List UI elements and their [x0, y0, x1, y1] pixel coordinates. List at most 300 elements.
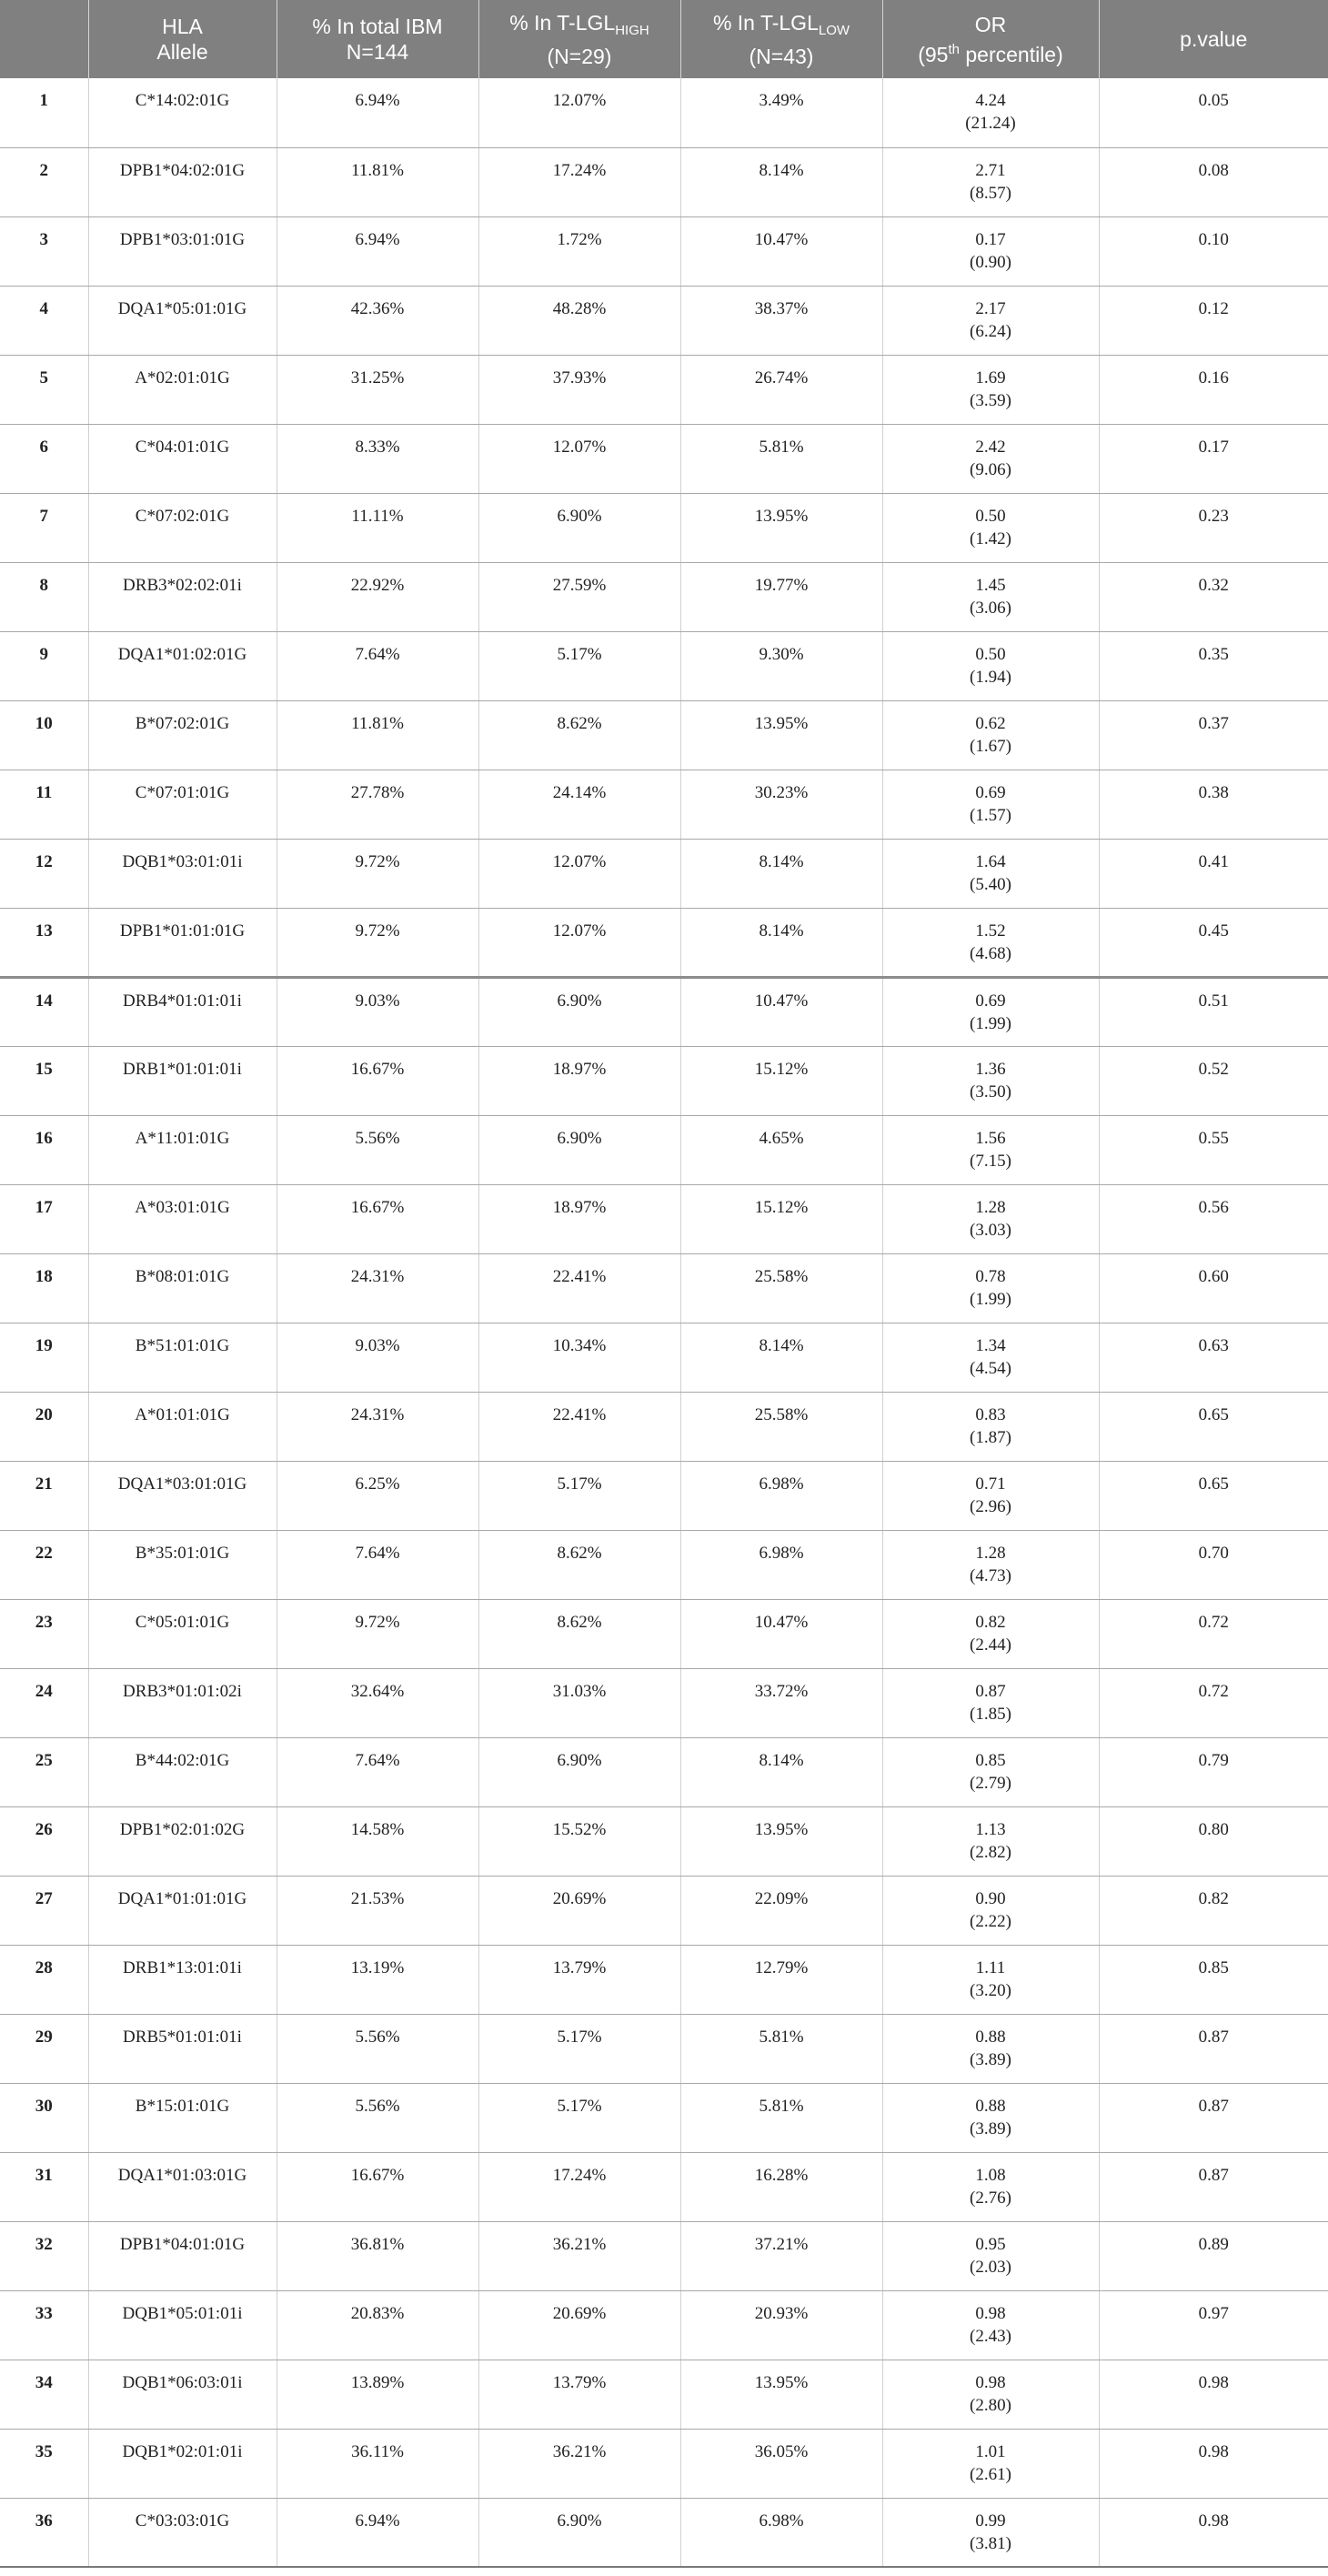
total-ibm-cell: 16.67% — [277, 1184, 478, 1253]
tlgl-low-cell: 36.05% — [680, 2429, 882, 2498]
hla-allele-cell: A*01:01:01G — [88, 1392, 277, 1461]
header-tlgl-high-prefix: % In T-LGL — [509, 10, 616, 35]
odds-ratio-cell — [882, 1184, 1099, 1253]
tlgl-high-cell: 17.24% — [478, 2152, 680, 2221]
odds-ratio-value: 1.64 — [975, 851, 1006, 871]
hla-allele-cell: DPB1*03:01:01G — [88, 216, 277, 286]
odds-ratio-cell — [882, 1323, 1099, 1392]
odds-ratio-value: 2.17 — [975, 298, 1006, 318]
total-ibm-cell: 21.53% — [277, 1876, 478, 1945]
hla-allele-cell: DQB1*03:01:01i — [88, 839, 277, 908]
odds-ratio-cell — [882, 1392, 1099, 1461]
header-odds-ratio-post: percentile) — [959, 42, 1063, 66]
row-index: 18 — [0, 1253, 88, 1323]
odds-ratio-value: 1.13 — [975, 1819, 1006, 1839]
row-index: 36 — [0, 2498, 88, 2567]
header-index — [0, 0, 88, 78]
odds-ratio-percentile: (2.82) — [970, 1842, 1011, 1862]
table-row — [0, 2152, 1328, 2221]
tlgl-low-cell: 15.12% — [680, 1046, 882, 1115]
hla-allele-cell: DRB3*01:01:02i — [88, 1668, 277, 1737]
odds-ratio-cell — [882, 2221, 1099, 2290]
odds-ratio-cell — [882, 355, 1099, 424]
odds-ratio-percentile: (3.50) — [970, 1082, 1011, 1102]
odds-ratio-value: 1.28 — [975, 1543, 1006, 1563]
p-value-cell: 0.41 — [1099, 839, 1328, 908]
tlgl-low-cell: 12.79% — [680, 1945, 882, 2014]
tlgl-high-cell: 5.17% — [478, 2083, 680, 2152]
total-ibm-cell: 5.56% — [277, 1115, 478, 1184]
odds-ratio-value: 0.71 — [975, 1474, 1006, 1494]
row-index: 1 — [0, 78, 88, 147]
total-ibm-cell: 5.56% — [277, 2083, 478, 2152]
table-body — [0, 78, 1328, 2567]
tlgl-low-cell: 8.14% — [680, 147, 882, 216]
odds-ratio-value: 0.98 — [975, 2303, 1006, 2323]
row-index: 8 — [0, 562, 88, 631]
hla-allele-cell: DRB1*01:01:01i — [88, 1046, 277, 1115]
table-row — [0, 493, 1328, 562]
odds-ratio-percentile: (1.67) — [970, 736, 1011, 756]
odds-ratio-cell — [882, 147, 1099, 216]
odds-ratio-cell — [882, 1668, 1099, 1737]
odds-ratio-percentile: (2.61) — [970, 2464, 1011, 2484]
tlgl-high-cell: 18.97% — [478, 1184, 680, 1253]
p-value-cell: 0.52 — [1099, 1046, 1328, 1115]
table-row — [0, 1737, 1328, 1806]
total-ibm-cell: 24.31% — [277, 1392, 478, 1461]
table-row — [0, 355, 1328, 424]
tlgl-low-cell: 3.49% — [680, 78, 882, 147]
table-row — [0, 1945, 1328, 2014]
tlgl-high-cell: 6.90% — [478, 1115, 680, 1184]
tlgl-high-cell: 8.62% — [478, 1530, 680, 1599]
p-value-cell: 0.05 — [1099, 78, 1328, 147]
odds-ratio-cell — [882, 1046, 1099, 1115]
tlgl-high-cell: 13.79% — [478, 2360, 680, 2429]
odds-ratio-value: 2.71 — [975, 160, 1006, 180]
odds-ratio-percentile: (2.79) — [970, 1773, 1011, 1793]
odds-ratio-percentile: (2.44) — [970, 1635, 1011, 1655]
table-row — [0, 147, 1328, 216]
odds-ratio-percentile: (1.87) — [970, 1427, 1011, 1447]
total-ibm-cell: 31.25% — [277, 355, 478, 424]
row-index: 35 — [0, 2429, 88, 2498]
row-index: 23 — [0, 1599, 88, 1668]
odds-ratio-value: 1.69 — [975, 367, 1006, 387]
header-odds-ratio-pre: (95 — [918, 42, 949, 66]
tlgl-low-cell: 10.47% — [680, 1599, 882, 1668]
tlgl-low-cell: 13.95% — [680, 2360, 882, 2429]
row-index: 10 — [0, 700, 88, 770]
tlgl-high-cell: 22.41% — [478, 1392, 680, 1461]
odds-ratio-cell — [882, 562, 1099, 631]
row-index: 16 — [0, 1115, 88, 1184]
table-row — [0, 286, 1328, 355]
hla-allele-cell: B*15:01:01G — [88, 2083, 277, 2152]
hla-allele-cell: A*02:01:01G — [88, 355, 277, 424]
hla-allele-cell: DPB1*01:01:01G — [88, 908, 277, 977]
odds-ratio-percentile: (1.85) — [970, 1704, 1011, 1724]
total-ibm-cell: 11.11% — [277, 493, 478, 562]
tlgl-low-cell: 10.47% — [680, 977, 882, 1046]
hla-allele-cell: DQA1*01:01:01G — [88, 1876, 277, 1945]
tlgl-high-cell: 36.21% — [478, 2429, 680, 2498]
table-row — [0, 2221, 1328, 2290]
row-index: 3 — [0, 216, 88, 286]
header-tlgl-high — [478, 0, 680, 78]
odds-ratio-cell — [882, 631, 1099, 700]
odds-ratio-value: 1.52 — [975, 921, 1006, 941]
odds-ratio-value: 1.34 — [975, 1335, 1006, 1355]
hla-allele-cell: DRB3*02:02:01i — [88, 562, 277, 631]
total-ibm-cell: 16.67% — [277, 2152, 478, 2221]
odds-ratio-value: 1.08 — [975, 2165, 1006, 2185]
odds-ratio-value: 0.50 — [975, 644, 1006, 664]
hla-allele-cell: C*03:03:01G — [88, 2498, 277, 2567]
odds-ratio-cell — [882, 2152, 1099, 2221]
tlgl-high-cell: 22.41% — [478, 1253, 680, 1323]
tlgl-low-cell: 4.65% — [680, 1115, 882, 1184]
odds-ratio-cell — [882, 839, 1099, 908]
p-value-cell: 0.37 — [1099, 700, 1328, 770]
odds-ratio-percentile: (2.80) — [970, 2395, 1011, 2415]
hla-allele-cell: DQA1*05:01:01G — [88, 286, 277, 355]
hla-allele-cell: DRB1*13:01:01i — [88, 1945, 277, 2014]
tlgl-low-cell: 30.23% — [680, 770, 882, 839]
p-value-cell: 0.98 — [1099, 2498, 1328, 2567]
odds-ratio-value: 1.56 — [975, 1128, 1006, 1148]
header-total-ibm — [277, 0, 478, 78]
tlgl-low-cell: 13.95% — [680, 493, 882, 562]
header-tlgl-low-line2: (N=43) — [749, 44, 814, 68]
odds-ratio-value: 0.98 — [975, 2372, 1006, 2392]
tlgl-low-cell: 10.47% — [680, 216, 882, 286]
odds-ratio-value: 0.78 — [975, 1266, 1006, 1286]
p-value-cell: 0.87 — [1099, 2152, 1328, 2221]
tlgl-low-cell: 8.14% — [680, 1737, 882, 1806]
hla-allele-cell: C*05:01:01G — [88, 1599, 277, 1668]
header-tlgl-low-subscript: LOW — [818, 22, 850, 38]
total-ibm-cell: 7.64% — [277, 1530, 478, 1599]
tlgl-high-cell: 8.62% — [478, 700, 680, 770]
row-index: 5 — [0, 355, 88, 424]
odds-ratio-value: 0.87 — [975, 1681, 1006, 1701]
tlgl-low-cell: 15.12% — [680, 1184, 882, 1253]
tlgl-low-cell: 6.98% — [680, 1530, 882, 1599]
row-index: 17 — [0, 1184, 88, 1253]
tlgl-high-cell: 12.07% — [478, 839, 680, 908]
odds-ratio-percentile: (9.06) — [970, 459, 1011, 479]
tlgl-low-cell: 38.37% — [680, 286, 882, 355]
total-ibm-cell: 8.33% — [277, 424, 478, 493]
p-value-cell: 0.51 — [1099, 977, 1328, 1046]
odds-ratio-value: 4.24 — [975, 91, 1006, 110]
row-index: 24 — [0, 1668, 88, 1737]
tlgl-high-cell: 10.34% — [478, 1323, 680, 1392]
p-value-cell: 0.82 — [1099, 1876, 1328, 1945]
p-value-cell: 0.32 — [1099, 562, 1328, 631]
odds-ratio-percentile: (5.40) — [970, 874, 1011, 894]
total-ibm-cell: 9.03% — [277, 1323, 478, 1392]
hla-allele-cell: DQB1*06:03:01i — [88, 2360, 277, 2429]
odds-ratio-cell — [882, 2360, 1099, 2429]
tlgl-low-cell: 20.93% — [680, 2290, 882, 2360]
odds-ratio-percentile: (3.03) — [970, 1220, 1011, 1240]
hla-allele-cell: DQB1*05:01:01i — [88, 2290, 277, 2360]
table-row — [0, 2498, 1328, 2567]
hla-allele-cell: B*44:02:01G — [88, 1737, 277, 1806]
row-index: 4 — [0, 286, 88, 355]
total-ibm-cell: 11.81% — [277, 700, 478, 770]
row-index: 14 — [0, 977, 88, 1046]
total-ibm-cell: 22.92% — [277, 562, 478, 631]
hla-allele-cell: C*14:02:01G — [88, 78, 277, 147]
p-value-cell: 0.70 — [1099, 1530, 1328, 1599]
tlgl-high-cell: 12.07% — [478, 78, 680, 147]
table-row — [0, 1115, 1328, 1184]
table-row — [0, 1184, 1328, 1253]
header-hla-allele — [88, 0, 277, 78]
total-ibm-cell: 16.67% — [277, 1046, 478, 1115]
row-index: 31 — [0, 2152, 88, 2221]
table-row — [0, 977, 1328, 1046]
row-index: 15 — [0, 1046, 88, 1115]
table-row — [0, 78, 1328, 147]
odds-ratio-value: 0.83 — [975, 1404, 1006, 1424]
tlgl-high-cell: 5.17% — [478, 631, 680, 700]
odds-ratio-value: 1.36 — [975, 1059, 1006, 1079]
tlgl-low-cell: 5.81% — [680, 424, 882, 493]
table-row — [0, 216, 1328, 286]
odds-ratio-cell — [882, 1806, 1099, 1876]
odds-ratio-cell — [882, 1945, 1099, 2014]
total-ibm-cell: 6.94% — [277, 216, 478, 286]
odds-ratio-value: 0.17 — [975, 229, 1006, 249]
odds-ratio-value: 0.88 — [975, 2096, 1006, 2116]
odds-ratio-cell — [882, 2290, 1099, 2360]
total-ibm-cell: 20.83% — [277, 2290, 478, 2360]
odds-ratio-cell — [882, 1599, 1099, 1668]
odds-ratio-value: 0.90 — [975, 1888, 1006, 1908]
odds-ratio-percentile: (21.24) — [965, 114, 1016, 133]
total-ibm-cell: 36.81% — [277, 2221, 478, 2290]
odds-ratio-percentile: (2.76) — [970, 2188, 1011, 2208]
tlgl-high-cell: 13.79% — [478, 1945, 680, 2014]
odds-ratio-percentile: (3.20) — [970, 1980, 1011, 2000]
row-index: 33 — [0, 2290, 88, 2360]
total-ibm-cell: 9.03% — [277, 977, 478, 1046]
row-index: 30 — [0, 2083, 88, 2152]
tlgl-high-cell: 6.90% — [478, 1737, 680, 1806]
odds-ratio-percentile: (3.81) — [970, 2533, 1011, 2553]
hla-allele-cell: DPB1*04:02:01G — [88, 147, 277, 216]
odds-ratio-percentile: (6.24) — [970, 321, 1011, 341]
tlgl-high-cell: 36.21% — [478, 2221, 680, 2290]
odds-ratio-value: 1.01 — [975, 2441, 1006, 2461]
tlgl-low-cell: 26.74% — [680, 355, 882, 424]
odds-ratio-cell — [882, 1876, 1099, 1945]
hla-allele-cell: DQA1*01:03:01G — [88, 2152, 277, 2221]
tlgl-low-cell: 8.14% — [680, 1323, 882, 1392]
p-value-cell: 0.08 — [1099, 147, 1328, 216]
tlgl-low-cell: 37.21% — [680, 2221, 882, 2290]
row-index: 7 — [0, 493, 88, 562]
p-value-cell: 0.79 — [1099, 1737, 1328, 1806]
row-index: 19 — [0, 1323, 88, 1392]
tlgl-high-cell: 6.90% — [478, 2498, 680, 2567]
total-ibm-cell: 9.72% — [277, 1599, 478, 1668]
p-value-cell: 0.98 — [1099, 2360, 1328, 2429]
tlgl-low-cell: 5.81% — [680, 2083, 882, 2152]
table-row — [0, 2429, 1328, 2498]
odds-ratio-percentile: (3.59) — [970, 390, 1011, 410]
table-row — [0, 1668, 1328, 1737]
table-row — [0, 1323, 1328, 1392]
tlgl-high-cell: 20.69% — [478, 2290, 680, 2360]
tlgl-low-cell: 6.98% — [680, 2498, 882, 2567]
header-odds-ratio — [882, 0, 1099, 78]
table-row — [0, 562, 1328, 631]
odds-ratio-value: 0.62 — [975, 713, 1006, 733]
odds-ratio-cell — [882, 78, 1099, 147]
row-index: 26 — [0, 1806, 88, 1876]
total-ibm-cell: 6.25% — [277, 1461, 478, 1530]
odds-ratio-cell — [882, 908, 1099, 977]
odds-ratio-cell — [882, 1737, 1099, 1806]
total-ibm-cell: 9.72% — [277, 908, 478, 977]
tlgl-low-cell: 33.72% — [680, 1668, 882, 1737]
hla-allele-cell: DRB4*01:01:01i — [88, 977, 277, 1046]
odds-ratio-cell — [882, 1253, 1099, 1323]
row-index: 28 — [0, 1945, 88, 2014]
total-ibm-cell: 13.19% — [277, 1945, 478, 2014]
row-index: 11 — [0, 770, 88, 839]
p-value-cell: 0.87 — [1099, 2083, 1328, 2152]
odds-ratio-percentile: (3.89) — [970, 2049, 1011, 2069]
row-index: 12 — [0, 839, 88, 908]
table-row — [0, 1392, 1328, 1461]
odds-ratio-percentile: (1.42) — [970, 528, 1011, 548]
p-value-cell: 0.87 — [1099, 2014, 1328, 2083]
hla-allele-cell: B*08:01:01G — [88, 1253, 277, 1323]
table-row — [0, 1530, 1328, 1599]
p-value-cell: 0.38 — [1099, 770, 1328, 839]
odds-ratio-cell — [882, 1115, 1099, 1184]
p-value-cell: 0.72 — [1099, 1599, 1328, 1668]
tlgl-high-cell: 1.72% — [478, 216, 680, 286]
odds-ratio-percentile: (3.89) — [970, 2118, 1011, 2138]
tlgl-high-cell: 15.52% — [478, 1806, 680, 1876]
tlgl-low-cell: 13.95% — [680, 700, 882, 770]
odds-ratio-value: 0.99 — [975, 2511, 1006, 2531]
header-tlgl-high-line2: (N=29) — [547, 44, 612, 68]
odds-ratio-value: 1.11 — [975, 1957, 1006, 1977]
p-value-cell: 0.45 — [1099, 908, 1328, 977]
tlgl-low-cell: 8.14% — [680, 908, 882, 977]
p-value-cell: 0.98 — [1099, 2429, 1328, 2498]
total-ibm-cell: 7.64% — [277, 1737, 478, 1806]
total-ibm-cell: 5.56% — [277, 2014, 478, 2083]
hla-allele-cell: DRB5*01:01:01i — [88, 2014, 277, 2083]
tlgl-high-cell: 5.17% — [478, 2014, 680, 2083]
header-odds-ratio-line1: OR — [974, 12, 1007, 36]
row-index: 32 — [0, 2221, 88, 2290]
table-row — [0, 1876, 1328, 1945]
odds-ratio-cell — [882, 2014, 1099, 2083]
table-row — [0, 1806, 1328, 1876]
row-index: 29 — [0, 2014, 88, 2083]
hla-allele-cell: B*51:01:01G — [88, 1323, 277, 1392]
tlgl-high-cell: 18.97% — [478, 1046, 680, 1115]
tlgl-high-cell: 37.93% — [478, 355, 680, 424]
row-index: 6 — [0, 424, 88, 493]
p-value-cell: 0.56 — [1099, 1184, 1328, 1253]
odds-ratio-cell — [882, 216, 1099, 286]
table-row — [0, 700, 1328, 770]
odds-ratio-percentile: (7.15) — [970, 1151, 1011, 1171]
odds-ratio-percentile: (2.96) — [970, 1496, 1011, 1516]
tlgl-high-cell: 20.69% — [478, 1876, 680, 1945]
total-ibm-cell: 13.89% — [277, 2360, 478, 2429]
odds-ratio-cell — [882, 424, 1099, 493]
odds-ratio-percentile: (4.68) — [970, 943, 1011, 963]
tlgl-low-cell: 16.28% — [680, 2152, 882, 2221]
row-index: 34 — [0, 2360, 88, 2429]
odds-ratio-percentile: (1.99) — [970, 1013, 1011, 1033]
total-ibm-cell: 9.72% — [277, 839, 478, 908]
odds-ratio-percentile: (2.03) — [970, 2257, 1011, 2277]
hla-allele-cell: A*03:01:01G — [88, 1184, 277, 1253]
header-hla-allele-line2: Allele — [156, 40, 208, 64]
total-ibm-cell: 27.78% — [277, 770, 478, 839]
p-value-cell: 0.10 — [1099, 216, 1328, 286]
total-ibm-cell: 14.58% — [277, 1806, 478, 1876]
table-row — [0, 2290, 1328, 2360]
hla-allele-cell: A*11:01:01G — [88, 1115, 277, 1184]
odds-ratio-value: 0.88 — [975, 2027, 1006, 2047]
tlgl-low-cell: 25.58% — [680, 1392, 882, 1461]
odds-ratio-value: 0.95 — [975, 2234, 1006, 2254]
odds-ratio-value: 1.28 — [975, 1197, 1006, 1217]
table-row — [0, 631, 1328, 700]
header-tlgl-low-prefix: % In T-LGL — [712, 10, 819, 35]
odds-ratio-percentile: (1.94) — [970, 667, 1011, 687]
tlgl-low-cell: 8.14% — [680, 839, 882, 908]
tlgl-high-cell: 6.90% — [478, 493, 680, 562]
tlgl-high-cell: 17.24% — [478, 147, 680, 216]
hla-allele-cell: C*07:02:01G — [88, 493, 277, 562]
hla-allele-cell: B*07:02:01G — [88, 700, 277, 770]
total-ibm-cell: 32.64% — [277, 1668, 478, 1737]
odds-ratio-cell — [882, 700, 1099, 770]
tlgl-high-cell: 24.14% — [478, 770, 680, 839]
header-hla-allele-line1: HLA — [162, 15, 203, 38]
odds-ratio-cell — [882, 770, 1099, 839]
table-row — [0, 770, 1328, 839]
hla-allele-cell: DPB1*04:01:01G — [88, 2221, 277, 2290]
total-ibm-cell: 6.94% — [277, 2498, 478, 2567]
table-row — [0, 1461, 1328, 1530]
header-tlgl-high-subscript: HIGH — [615, 22, 649, 38]
p-value-cell: 0.12 — [1099, 286, 1328, 355]
tlgl-low-cell: 6.98% — [680, 1461, 882, 1530]
odds-ratio-cell — [882, 1530, 1099, 1599]
tlgl-high-cell: 6.90% — [478, 977, 680, 1046]
tlgl-high-cell: 27.59% — [478, 562, 680, 631]
table-row — [0, 839, 1328, 908]
odds-ratio-percentile: (8.57) — [970, 183, 1011, 203]
